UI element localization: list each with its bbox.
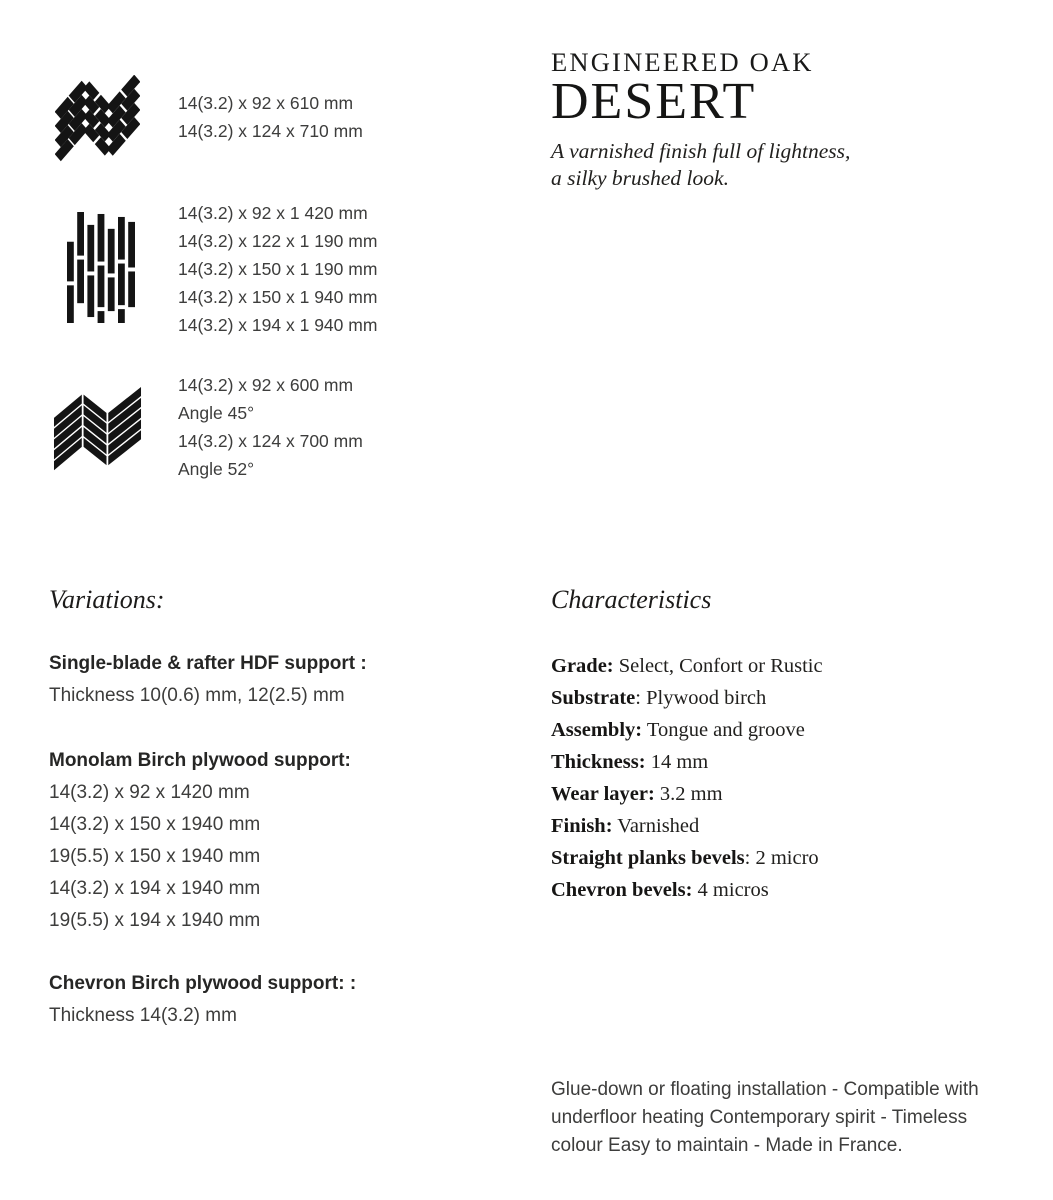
dimension-line: 14(3.2) x 124 x 710 mm: [178, 121, 363, 141]
dimension-line: 14(3.2) x 92 x 1 420 mm: [178, 203, 368, 223]
dimension-line: 14(3.2) x 124 x 700 mm: [178, 431, 363, 451]
product-range-label: ENGINEERED OAK: [551, 47, 814, 77]
characteristic-row: [551, 650, 823, 682]
variation-group-title: Chevron Birch plywood support: :: [49, 973, 357, 994]
variation-group-monolam: [49, 745, 351, 937]
characteristic-row: [551, 778, 823, 810]
product-tagline: [551, 138, 850, 191]
format-dimension-list-planks: [178, 199, 377, 339]
format-dimension-list-chevron: [178, 371, 363, 483]
installation-note: [551, 1076, 979, 1160]
characteristic-value: Varnished: [612, 815, 700, 837]
installation-note-line: Glue-down or floating installation - Compatible with: [551, 1079, 979, 1100]
variation-line: 14(3.2) x 150 x 1940 mm: [49, 814, 261, 835]
characteristics-heading: Characteristics: [551, 585, 712, 614]
characteristic-label: Straight planks bevels: [551, 847, 745, 869]
format-dimension-list-herringbone: [178, 89, 363, 145]
characteristic-label: Assembly:: [551, 719, 643, 741]
characteristic-label: Wear layer:: [551, 783, 655, 805]
straight-planks-pattern-icon: [67, 212, 135, 323]
characteristic-row: [551, 746, 823, 778]
dimension-line: 14(3.2) x 92 x 600 mm: [178, 375, 354, 395]
characteristic-label: Finish:: [551, 815, 613, 837]
dimension-line: 14(3.2) x 122 x 1 190 mm: [178, 231, 378, 251]
characteristic-value: 4 micros: [692, 879, 769, 901]
variation-line: 14(3.2) x 194 x 1940 mm: [49, 878, 261, 899]
variation-line: Thickness 10(0.6) mm, 12(2.5) mm: [49, 685, 345, 706]
variation-group-chevron: [49, 968, 356, 1032]
characteristic-label: Chevron bevels:: [551, 879, 693, 901]
characteristic-value: : Plywood birch: [635, 687, 767, 709]
dimension-line: Angle 45°: [178, 403, 255, 423]
characteristics-list: [551, 650, 823, 906]
characteristic-value: : 2 micro: [744, 847, 819, 869]
variation-line: Thickness 14(3.2) mm: [49, 1005, 237, 1026]
characteristic-label: Grade:: [551, 655, 614, 677]
characteristic-label: Thickness:: [551, 751, 646, 773]
herringbone-pattern-icon: [55, 75, 140, 163]
variation-group-title: Single-blade & rafter HDF support :: [49, 653, 367, 674]
variation-group-title: Monolam Birch plywood support:: [49, 750, 351, 771]
dimension-line: 14(3.2) x 92 x 610 mm: [178, 93, 354, 113]
variation-line: 19(5.5) x 150 x 1940 mm: [49, 846, 261, 867]
chevron-pattern-icon: [53, 387, 142, 472]
characteristic-value: 14 mm: [645, 751, 709, 773]
dimension-line: 14(3.2) x 150 x 1 940 mm: [178, 287, 378, 307]
variation-group-hdf: [49, 648, 367, 712]
characteristic-value: 3.2 mm: [654, 783, 723, 805]
installation-note-line: underfloor heating Contemporary spirit - Timeless: [551, 1107, 968, 1128]
characteristic-row: [551, 874, 823, 906]
tagline-line: a silky brushed look.: [551, 165, 729, 190]
characteristic-value: Tongue and groove: [642, 719, 805, 741]
characteristic-row: [551, 714, 823, 746]
tagline-line: A varnished finish full of lightness,: [551, 139, 851, 163]
installation-note-line: colour Easy to maintain - Made in France.: [551, 1135, 903, 1156]
characteristic-row: [551, 682, 823, 714]
variation-line: 14(3.2) x 92 x 1420 mm: [49, 782, 250, 803]
characteristic-label: Substrate: [551, 687, 636, 709]
dimension-line: 14(3.2) x 150 x 1 190 mm: [178, 259, 378, 279]
dimension-line: Angle 52°: [178, 459, 255, 479]
variations-heading: Variations:: [49, 585, 165, 614]
product-name-title: DESERT: [551, 73, 757, 130]
variation-line: 19(5.5) x 194 x 1940 mm: [49, 910, 261, 931]
dimension-line: 14(3.2) x 194 x 1 940 mm: [178, 315, 378, 335]
characteristic-value: Select, Confort or Rustic: [613, 655, 823, 677]
characteristic-row: [551, 810, 823, 842]
characteristic-row: [551, 842, 823, 874]
